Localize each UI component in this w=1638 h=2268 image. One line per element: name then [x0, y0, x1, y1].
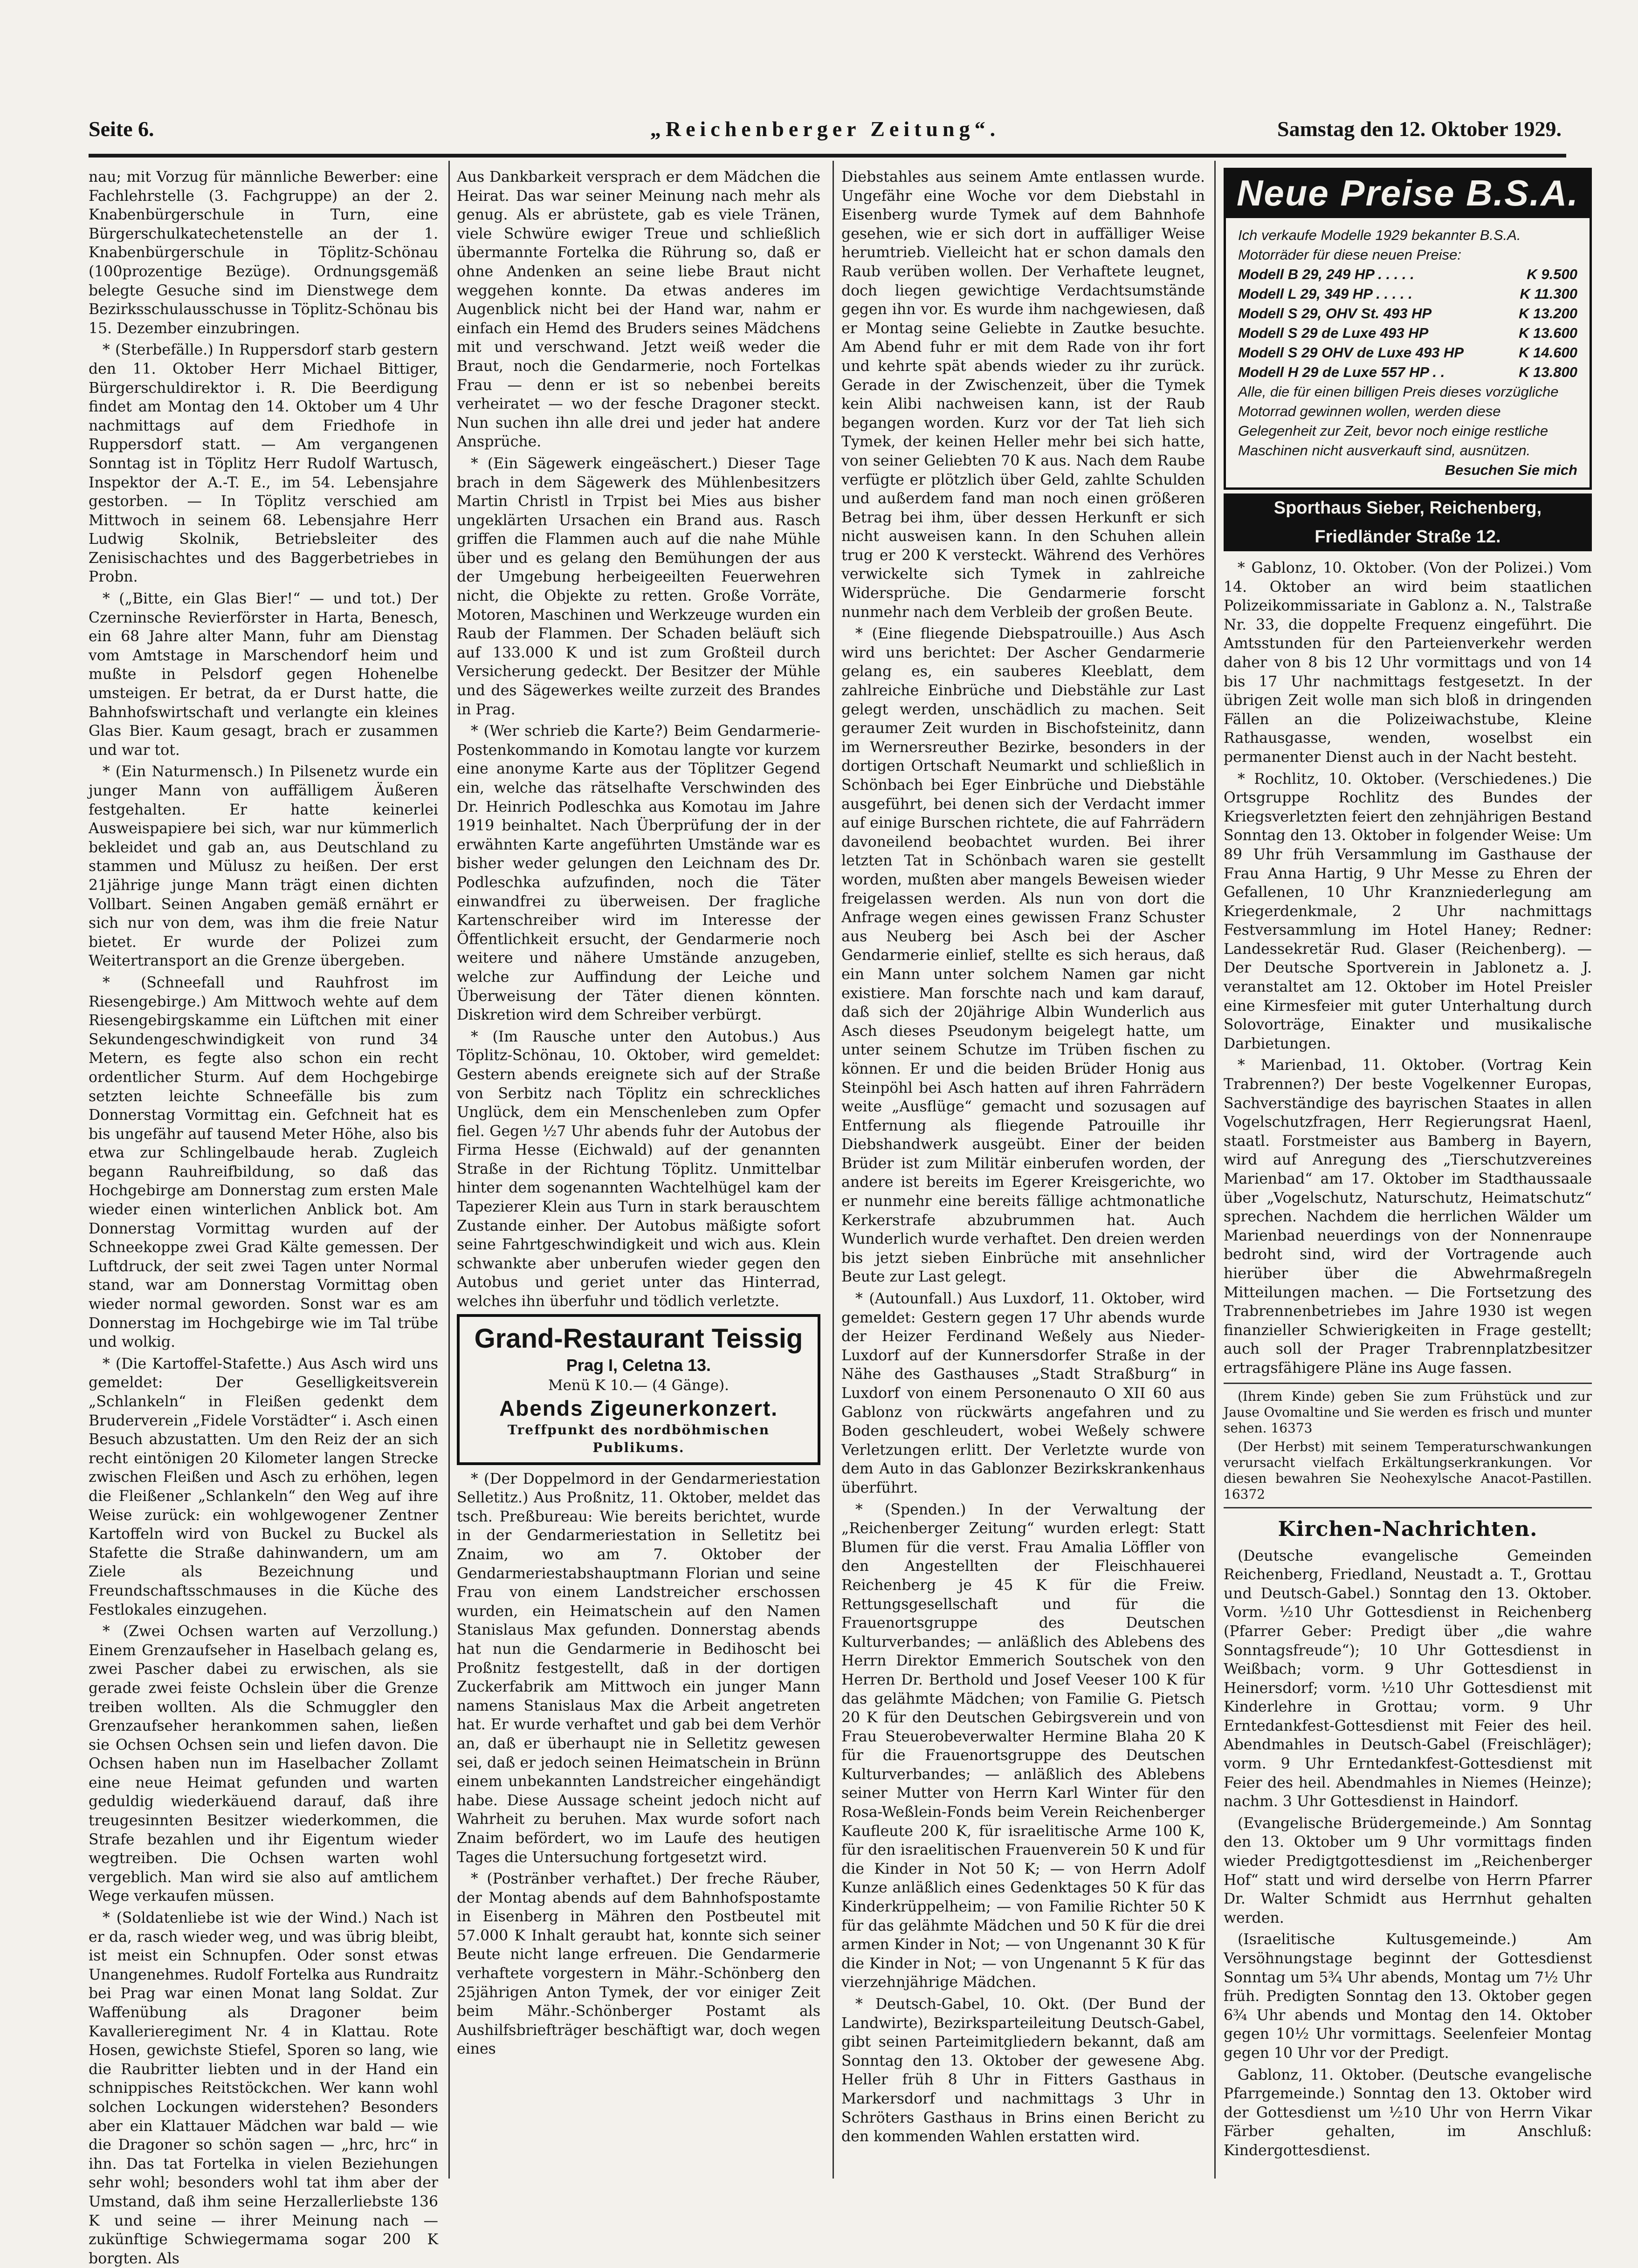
church-paragraph: (Israelitische Kultusgemeinde.) Am Versöhnungstage beginnt der Gottesdienst Sonntag um 5¾ Uhr abends, Montag um 7½ Uhr früh. Predigten Sonntag den 13. Oktober gegen 6¾ Uhr abends und Montag den 14. Oktober gegen 10½ Uhr vormittags. Seelenfeier Montag gegen 10 Uhr vor der Predigt.: [1224, 1931, 1592, 2062]
article-paragraph: * (Die Kartoffel-Stafette.) Aus Asch wird uns gemeldet: Der Geselligkeitsverein „Schlankeln“ in Fleißen gedenkt dem Bruderverein „Fidele Vorstädter“ i. Asch einen Besuch abzustatten. Um den Reiz der an sich recht eintönigen 20 Kilometer langen Strecke zwischen Fleißen und Asch zu erhöhen, legen die Fleißener „Schlankeln“ den Weg auf ihre Weise zurück: ein wohlgewogener Zentner Kartoffeln wird von Buckel zu Buckel als Stafette die Straße dahinwandern, um am Ziele als Bezeichnung und Freundschaftsschmauses in die Küche des Festlokales einzugehen.: [89, 1355, 438, 1618]
article-paragraph: * Rochlitz, 10. Oktober. (Verschiedenes.) Die Ortsgruppe Rochlitz des Bundes der Kriegsverletzten feiert den zehnjährigen Bestand Sonntag den 13. Oktober in folgender Weise: Um 89 Uhr früh Versammlung im Gasthause der Frau Anna Hartig, 9 Uhr Messe zu Ehren der Gefallenen, 10 Uhr Kranzniederlegung am Kriegerdenkmale, 2 Uhr nachmittags Festversammlung im Hotel Haney; Redner: Landessekretär Rud. Glaser (Reichenberg). — Der Deutsche Sportverein in Jablonetz a. J. veranstaltet am 12. Oktober im Hotel Preisler eine Kirmesfeier mit guter Unterhaltung durch Solovorträge, Einakter und musikalische Darbietungen.: [1224, 770, 1592, 1052]
page-header: [89, 116, 1562, 144]
article-paragraph: * (Sterbefälle.) In Ruppersdorf starb gestern den 11. Oktober Herr Michael Bittiger, Bürgerschuldirektor i. R. Die Beerdigung findet am Montag den 14. Oktober um 4 Uhr nachmittags auf dem Friedhofe in Ruppersdorf statt. — Am vergangenen Sonntag ist in Töplitz Herr Rudolf Wartusch, Inspektor der A.-T. E., im 54. Lebensjahre gestorben. — In Töplitz verschied am Mittwoch in seinem 68. Lebensjahre Herr Ludwig Skolnik, Betriebsleiter des Zenisischachtes und des Baggerbetriebes in Probn.: [89, 342, 438, 586]
bsa-signature: Besuchen Sie mich: [1445, 462, 1577, 478]
article-paragraph: * (Postränber verhaftet.) Der freche Räuber, der Montag abends auf dem Bahnhofspostamte in Eisenberg in Mähren den Postbeutel mit 57.000 K Inhalt geraubt hat, konnte sich seiner Beute nicht lange erfreuen. Die Gendarmerie verhaftete vorgestern in Mähr.-Schönberg den 25jährigen Anton Tymek, der vor einiger Zeit beim Mähr.-Schönberger Postamt als Aushilfsbriefträger beschäftigt war, doch wegen eines: [457, 1871, 820, 2058]
bsa-model-row: [1238, 363, 1577, 382]
bsa-footer: Sporthaus Sieber, Reichenberg, Friedländer Straße 12.: [1224, 493, 1592, 551]
model-name: Modell L 29, 349 HP . . . . .: [1238, 286, 1412, 302]
article-paragraph: * (Wer schrieb die Karte?) Beim Gendarmerie-Postenkommando in Komotau langte vor kurzem eine anonyme Karte aus der Töplitzer Gegend ein, welche das rätselhafte Verschwinden des Dr. Heinrich Podleschka aus Komotau im Jahre 1919 beinhaltet. Nach Überprüfung der in der erwähnten Karte angeführten Umstände war es bisher weder gelungen den Leichnam des Dr. Podleschka aufzufinden, noch die Täter einwandfrei zu überweisen. Der fragliche Kartenschreiber wird im Interesse der Öffentlichkeit ersucht, der Gendarmerie noch weitere und nähere Umstände anzugeben, welche zur Auffindung der Leiche und Überweisung der Täter dienen könnten. Diskretion wird dem Schreiber verbürgt.: [457, 723, 820, 1024]
column-4: [1224, 168, 1592, 2172]
church-news-heading: Kirchen-Nachrichten.: [1278, 1517, 1538, 1541]
model-name: Modell H 29 de Luxe 557 HP . .: [1238, 364, 1445, 380]
column-divider: [833, 161, 834, 2179]
restaurant-advertisement: [457, 1314, 820, 1465]
bsa-model-row: [1238, 304, 1577, 323]
church-paragraph: (Evangelische Brüdergemeinde.) Am Sonntag den 13. Oktober um 9 Uhr vormittags finden wieder Predigtgottesdienst im „Reichenberger Hof“ statt und wird derselbe von Herrn Pfarrer Dr. Walter Schmidt aus Herrnhut gehalten werden.: [1224, 1815, 1592, 1926]
model-price: K 13.600: [1519, 325, 1577, 341]
bsa-model-row: [1238, 323, 1577, 343]
church-paragraph: Gablonz, 11. Oktober. (Deutsche evangelische Pfarrgemeinde.) Sonntag den 13. Oktober wird der Gottesdienst um ½10 Uhr von Herrn Vikar Färber gehalten, im Anschluß: Kindergottesdienst.: [1224, 2066, 1592, 2159]
article-paragraph: * (Soldatenliebe ist wie der Wind.) Nach ist er da, rasch wieder weg, und was übrig bleibt, ist meist ein Schnupfen. Oder sonst etwas Unangenehmes. Rudolf Fortelka aus Rundraitz bei Prag war einen Monat lang Soldat. Zur Waffenübung als Dragoner beim Kavallerieregiment Nr. 4 in Klattau. Rote Hosen, gewichste Stiefel, Sporen so lang, wie die Raubritter liebten und in der Hand ein schnippisches Reitstöckchen. Wer kann wohl solchen Lockungen widerstehen? Besonders aber ein Klattauer Mädchen war bald — wie die Dragoner so schön sagen — „hrc, hrc“ in ihn. Das tat Fortelka in vielen Beziehungen sehr wohl; besonders wohl tat ihm aber der Umstand, daß ihm seine Herzallerliebste 136 K und seine — ihrer Meinung nach — zukünftige Schwiegermama sogar 200 K borgten. Als: [89, 1910, 438, 2267]
article-paragraph: * (Spenden.) In der Verwaltung der „Reichenberger Zeitung“ wurden erlegt: Statt Blumen für die verst. Frau Amalia Löffler von den Angestellten der Fleischhauerei Reichenberg je 45 K für die Freiw. Rettungsgesellschaft und für die Frauenortsgruppe des Deutschen Kulturverbandes; — anläßlich des Ablebens des Herrn Direktor Emmerich Soutschek von den Herren Dr. Berthold und Josef Veeser 100 K für das gelähmte Mädchen; von Familie G. Pietsch 20 K für den Deutschen Gebirgsverein und von Frau Steuerobeverwalter Hermine Blaha 20 K für die Frauenortsgruppe des Deutschen Kulturverbandes; — anläßlich des Ablebens seiner Mutter von Herrn Karl Winter für den Rosa-Weßlein-Fonds beim Verein Reichenberger Kaufleute 200 K, für israelitische Arme 100 K, für den israelitischen Frauenverein 50 K und für die Kinder in Not 50 K; — von Herrn Adolf Kunze anläßlich eines Gedenktages 50 K für das Kinderkrüppelheim; — von Familie Richter 50 K für das gelähmte Mädchen und 50 K für die drei armen Kinder in Not; — von Ungenannt 30 K für die Kinder in Not; — von Ungenannt 5 K für das vierzehnjährige Mädchen.: [841, 1501, 1205, 1991]
article-paragraph: * Deutsch-Gabel, 10. Okt. (Der Bund der Landwirte), Bezirksparteileitung Deutsch-Gabel, gibt seinen Parteimitgliedern bekannt, daß am Sonntag den 13. Oktober der gewesene Abg. Heller früh 8 Uhr in Fitters Gasthaus in Markersdorf und nachmittags 3 Uhr in Schröters Gasthaus in Brins einen Bericht zu den kommenden Wahlen erstatten wird.: [841, 1996, 1205, 2145]
bsa-model-row: [1238, 343, 1577, 363]
article-paragraph: * (Im Rausche unter den Autobus.) Aus Töplitz-Schönau, 10. Oktober, wird gemeldet: Gestern abends ereignete sich auf der Straße von Serbitz nach Töplitz ein schreckliches Unglück, dem ein Menschenleben zum Opfer fiel. Gegen ½7 Uhr abends fuhr der Autobus der Firma Hesse (Eichwald) auf der genannten Straße in der Richtung Töplitz. Unmittelbar hinter dem sogenannten Wachtelhügel kam der Tapezierer Klein aus Turn in stark berauschtem Zustande einher. Der Autobus mäßigte sofort seine Fahrtgeschwindigkeit und wich aus. Klein schwankte aber unberufen wieder gegen den Autobus und geriet unter das Hinterrad, welches ihn überfuhr und tödlich verletzte.: [457, 1028, 820, 1310]
bsa-model-row: [1238, 265, 1577, 284]
bsa-title: Neue Preise B.S.A.: [1224, 168, 1592, 218]
article-paragraph: * Gablonz, 10. Oktober. (Von der Polizei.) Vom 14. Oktober an wird beim staatlichen Polizeikommissariate in Gablonz a. N., Talstraße Nr. 33, die doppelte Frequenz eingeführt. Die Amtsstunden für den Parteienverkehr werden daher von 8 bis 12 Uhr vormittags und von 14 bis 17 Uhr nachmittags festgesetzt. In der übrigen Zeit wolle man sich bloß in dringenden Fällen an die Polizeiwachstube, Kleine Rathausgasse, wenden, woselbst ein permanenter Dienst auch in der Nacht besteht.: [1224, 560, 1592, 766]
column-divider: [448, 161, 450, 2179]
article-paragraph: * Marienbad, 11. Oktober. (Vortrag Kein Trabrennen?) Der beste Vogelkenner Europas, Sachverständige des bayrischen Staates in allen Vogelschutzfragen, Herr Regierungsrat Haenl, staatl. Forstmeister aus Bamberg in Bayern, wird auf Anregung des „Tierschutzvereines Marienbad“ am 17. Oktober im Stadthaussaale über „Vogelschutz, Naturschutz, Heimatschutz“ sprechen. Nachdem die herrlichen Wälder um Marienbad neuerdings von der Nonnenraupe bedroht sind, wird der Vortragende auch hierüber über die Abwehrmaßregeln Mitteilungen machen. — Die Fortsetzung des Trabrennenbetriebes im Jahre 1930 ist wegen finanzieller Schwierigkeiten in Frage gestellt; auch soll der Prager Trabrennplatzbesitzer ertragsfähigere Pläne ins Auge fassen.: [1224, 1057, 1592, 1377]
model-price: K 13.200: [1519, 305, 1577, 322]
issue-date: Samstag den 12. Oktober 1929.: [1277, 117, 1562, 141]
restaurant-menu: Menü K 10.— (4 Gänge).: [548, 1377, 730, 1394]
article-paragraph: * (Ein Sägewerk eingeäschert.) Dieser Tage brach in dem Sägewerk des Mühlenbesitzers Martin Christl in Trpist bei Mies aus bisher ungeklärten Ursachen ein Brand aus. Rasch griffen die Flammen auch auf die nahe Mühle über und es gelang den Bemühungen der aus der Umgebung herbeigeeilten Feuerwehren nicht, die Objekte zu retten. Große Vorräte, Motoren, Maschinen und Werkzeuge wurden ein Raub der Flammen. Der Schaden beläuft sich auf 133.000 K und ist zum Großteil durch Versicherung gedeckt. Der Besitzer der Mühle und des Sägewerkes weilte zurzeit des Brandes in Prag.: [457, 455, 820, 718]
model-name: Modell B 29, 249 HP . . . . .: [1238, 266, 1414, 282]
header-rule: [89, 154, 1566, 158]
restaurant-address: Prag I, Celetna 13.: [566, 1355, 711, 1375]
model-name: Modell S 29 OHV de Luxe 493 HP: [1238, 344, 1464, 361]
column-3: [841, 168, 1205, 2172]
model-price: K 13.800: [1519, 364, 1577, 380]
article-paragraph: Aus Dankbarkeit versprach er dem Mädchen die Heirat. Das war seiner Meinung nach mehr als genug. Als er abrüstete, gab es viele Tränen, viele Schwüre ewiger Treue und schließlich übermannte Fortelka die Rührung so, daß er ohne Andenken an seine liebe Braut nicht weggehen konnte. Da etwas anderes im Augenblick nicht bei der Hand war, nahm er einfach ein Hemd des Bruders seines Mädchens mit und verschwand. Jetzt weiß weder die Braut, noch die Gendarmerie, noch Fortelkas Frau — denn er ist so nebenbei bereits verheiratet — wo der fesche Dragoner steckt. Nun suchen ihn alle drei und jeder hat andere Ansprüche.: [457, 169, 820, 451]
article-paragraph: Diebstahles aus seinem Amte entlassen wurde. Ungefähr eine Woche vor dem Diebstahl in Eisenberg wurde Tymek auf dem Bahnhofe gesehen, wie er sich dort in auffälliger Weise herumtrieb. Vielleicht hat er schon damals den Raub verüben wollen. Der Verhaftete leugnet, doch liegen gewichtige Verdachtsumstände gegen ihn vor. Es wurde ihm nachgewiesen, daß er Montag seine Geliebte in Zautke besuchte. Am Abend fuhr er mit dem Rade von ihr fort und kehrte spät abends wieder zu ihr zurück. Gerade in der Zwischenzeit, über die Tymek kein Alibi nachweisen kann, ist der Raub begangen worden. Kurz vor der Tat lieh sich Tymek, der keinen Heller mehr bei sich hatte, von seiner Geliebten 70 K aus. Nach dem Raube verfügte er plötzlich über Geld, zahlte Schulden und außerdem fand man noch einen größeren Betrag bei ihm, über dessen Herkunft er sich nicht ausweisen kann. In den Schuhen allein trug er 200 K versteckt. Während des Verhöres verwickelte sich Tymek in zahlreiche Widersprüche. Die Gendarmerie forscht nunmehr nach dem Verbleib der großen Beute.: [841, 169, 1205, 621]
article-paragraph: * (Der Doppelmord in der Gendarmeriestation Selletitz.) Aus Proßnitz, 11. Oktober, meldet das tsch. Preßbureau: Wie bereits berichtet, wurde in der Gendarmeriestation in Selletitz bei Znaim, wo am 7. Oktober der Gendarmeriestabshauptmann Florian und seine Frau von einem Landstreicher erschossen wurden, ein Heimatschein auf den Namen Stanislaus Max gefunden. Donnerstag abends hat nun die Gendarmerie in Bedihoscht bei Proßnitz festgestellt, daß in der dortigen Zuckerfabrik am Mittwoch ein junger Mann namens Stanislaus Max die Arbeit angetreten hat. Er wurde verhaftet und gab bei dem Verhör an, daß er überhaupt nie in Selletitz gewesen sei, daß er jedoch seinen Heimatschein in Brünn einem unbekannten Landstreicher eingehändigt habe. Diese Aussage scheint jedoch nicht auf Wahrheit zu beruhen. Max wurde sofort nach Znaim befördert, wo im Laufe des heutigen Tages die Untersuchung fortgesetzt wird.: [457, 1470, 820, 1866]
article-paragraph: * (Eine fliegende Diebspatrouille.) Aus Asch wird uns berichtet: Der Ascher Gendarmerie gelang es, ein sauberes Kleeblatt, dem zahlreiche Einbrüche und Diebstähle zur Last gelegt werden, unschädlich zu machen. Seit geraumer Zeit wurden in Bischofsteinitz, dann im Wernersreuther Bezirke, besonders in der dortigen Ortschaft Neumarkt und schließlich in Schönbach bei Eger Einbrüche und Diebstähle ausgeführt, bei denen sich der Verdacht immer auf einige Burschen richtete, die auf Fahrrädern davoneilend beobachtet wurden. Bei ihrer letzten Tat in Schönbach waren sie gestellt worden, mußten aber mangels Beweisen wieder freigelassen werden. Als nun von dort die Anfrage wegen eines gewissen Franz Schuster aus Neuberg bei Asch bei der Ascher Gendarmerie einlief, stellte es sich heraus, daß ein Mann unter solchem Namen gar nicht existiere. Man forschte nach und kam darauf, daß sich der 20jährige Albin Wunderlich aus Asch dieses Pseudonym beigelegt hatte, um unter seinem Schutze im Trüben fischen zu können. Er und die beiden Brüder Honig aus Steinpöhl bei Asch hatten auf ihren Fahrrädern weite „Ausflüge“ gemacht und sozusagen auf Entfernung als fliegende Patrouille ihr Diebshandwerk ausgeübt. Einer der beiden Brüder ist zum Militär einberufen worden, der andere ist bereits im Egerer Kreisgerichte, wo er nunmehr eine bereits fällige achtmonatliche Kerkerstrafe abzubrummen hat. Auch Wunderlich wurde verhaftet. Den dreien werden bis jetzt sieben Einbrüche mit ansehnlicher Beute zur Last gelegt.: [841, 625, 1205, 1286]
advert-notice: (Ihrem Kinde) geben Sie zum Frühstück und zur Jause Ovomaltine und Sie werden es frisch und munter sehen. 16373: [1224, 1388, 1592, 1436]
article-paragraph: * (Schneefall und Rauhfrost im Riesengebirge.) Am Mittwoch wehte auf dem Riesengebirgskamme ein Lüftchen mit einer Sekundengeschwindigkeit von rund 34 Metern, es fegte also schon ein recht ordentlicher Sturm. Auf dem Hochgebirge setzten leichte Schneefälle bis zum Donnerstag Vormittag ein. Gefchneit hat es bis ungefähr auf tausend Meter Höhe, also bis etwa zur Schlingelbaude herab. Zugleich begann Rauhreifbildung, so daß das Hochgebirge am Donnerstag zum ersten Male wieder einen winterlichen Anblick bot. Am Donnerstag Vormittag wurden auf der Schneekoppe zwei Grad Kälte gemessen. Der Luftdruck, der seit zwei Tagen unter Normal stand, war am Donnerstag Vormittag oben wieder normal geworden. Sonst war es am Donnerstag im Hochgebirge wie im Tal trübe und wolkig.: [89, 974, 438, 1351]
model-price: K 9.500: [1527, 266, 1577, 282]
model-name: Modell S 29, OHV St. 493 HP: [1238, 305, 1432, 322]
church-paragraph: (Deutsche evangelische Gemeinden Reichenberg, Friedland, Neustadt a. T., Grottau und Deutsch-Gabel.) Sonntag den 13. Oktober. Vorm. ½10 Uhr Gottesdienst in Reichenberg (Pfarrer Geber: Predigt über „die wahre Sonntagsfreude“); 10 Uhr Gottesdienst in Weißbach; vorm. 9 Uhr Gottesdienst in Heinersdorf; vorm. ½10 Uhr Gottesdienst mit Kinderlehre in Grottau; vorm. 9 Uhr Erntedankfest-Gottesdienst mit Feier des heil. Abendmahles in Deutsch-Gabel (Freischläger); vorm. 9 Uhr Erntedankfest-Gottesdienst mit Feier des heil. Abendmahles in Niemes (Heinze); nachm. 3 Uhr Gottesdienst in Haindorf.: [1224, 1547, 1592, 1810]
model-price: K 11.300: [1520, 286, 1577, 302]
page-number: Seite 6.: [89, 117, 154, 141]
restaurant-name: Grand-Restaurant Teissig: [474, 1323, 803, 1354]
bsa-body: [1224, 218, 1592, 490]
article-paragraph: * (Zwei Ochsen warten auf Verzollung.) Einem Grenzaufseher in Haselbach gelang es, zwei Pascher dabei zu erwischen, als sie gerade zwei feiste Ochslein über die Grenze treiben wollten. Als die Schmuggler den Grenzaufseher herankommen sahen, ließen sie Ochsen Ochsen sein und liefen davon. Die Ochsen haben nun im Haselbacher Zollamt eine neue Heimat gefunden und warten geduldig wiederkäuend darauf, daß ihre treugesinnten Besitzer wiederkommen, die Strafe bezahlen und ihr Eigentum wieder wegtreiben. Die Ochsen warten wohl vergeblich. Man wird sie also auf amtlichem Wege verkaufen müssen.: [89, 1623, 438, 1905]
column-1: [89, 168, 438, 2267]
bsa-intro: Ich verkaufe Modelle 1929 bekannter B.S.A. Motorräder für diese neuen Preise:: [1238, 227, 1521, 263]
column-divider: [1214, 161, 1216, 2179]
bsa-outro: Alle, die für einen billigen Preis dieses vorzügliche Motorrad gewinnen wollen, werden diese Gelegenheit zur Zeit, bevor noch einige restliche Maschinen nicht ausverkauft sind, ausnützen.: [1238, 384, 1559, 459]
restaurant-meeting: Treffpunkt des nordböhmischen Publikums.: [507, 1422, 770, 1455]
article-paragraph: * („Bitte, ein Glas Bier!“ — und tot.) Der Czerninsche Revierförster in Harta, Benesch, ein 68 Jahre alter Mann, fuhr am Dienstag vom Amtstage in Marschendorf heim und mußte in Pelsdorf gegen Hohenelbe umsteigen. Er betrat, da er Durst hatte, die Bahnhofswirtschaft und verlangte ein kleines Glas Bier. Kaum gesagt, brach er zusammen und war tot.: [89, 590, 438, 759]
bsa-advertisement: [1224, 168, 1592, 551]
section-rule: [1224, 1383, 1592, 1384]
section-rule: [1224, 1507, 1592, 1508]
article-paragraph: * (Autounfall.) Aus Luxdorf, 11. Oktober, wird gemeldet: Gestern gegen 17 Uhr abends wurde der Heizer Ferdinand Weßely aus Nieder-Luxdorf auf der Kunnersdorfer Straße in der Nähe des Gasthauses „Stadt Straßburg“ in Luxdorf von einem Personenauto O XII 60 aus Gablonz von rückwärts angefahren und zu Boden geschleudert, wobei Weßely schwere Verletzungen erlitt. Der Verletzte wurde von dem Auto in das Gablonzer Bezirkskrankenhaus überführt.: [841, 1290, 1205, 1496]
model-name: Modell S 29 de Luxe 493 HP: [1238, 325, 1429, 341]
newspaper-title: „Reichenberger Zeitung“.: [650, 117, 1000, 141]
advert-notice: (Der Herbst) mit seinem Temperaturschwankungen verursacht vielfach Erkältungserkrankungen. Vor diesen bewahren Sie Neohexylsche Anacot-Pastillen. 16372: [1224, 1439, 1592, 1502]
article-paragraph: * (Ein Naturmensch.) In Pilsenetz wurde ein junger Mann von auffälligem Äußeren festgehalten. Er hatte keinerlei Ausweispapiere bei sich, war nur kümmerlich bekleidet und gab an, aus Deutschland zu stammen und Mülusz zu heißen. Der erst 21jährige junge Mann trägt einen dichten Vollbart. Seinen Angaben gemäß ernährt er sich nur von dem, was ihm die freie Natur bietet. Er wurde der Polizei zum Weitertransport an die Grenze übergeben.: [89, 763, 438, 970]
model-price: K 14.600: [1519, 344, 1577, 361]
column-2: [457, 168, 820, 2172]
restaurant-concert: Abends Zigeunerkonzert.: [499, 1396, 778, 1420]
article-paragraph: nau; mit Vorzug für männliche Bewerber: eine Fachlehrstelle (3. Fachgruppe) an der 2. Knabenbürgerschule in Turn, eine Bürgerschulkatechetenstelle an der 1. Knabenbürgerschule in Töplitz-Schönau (100prozentige Bezüge). Ordnungsgemäß belegte Gesuche sind im Dienstwege dem Bezirksschulausschusse in Töplitz-Schönau bis 15. Dezember einzubringen.: [89, 169, 438, 337]
bsa-model-row: [1238, 284, 1577, 304]
